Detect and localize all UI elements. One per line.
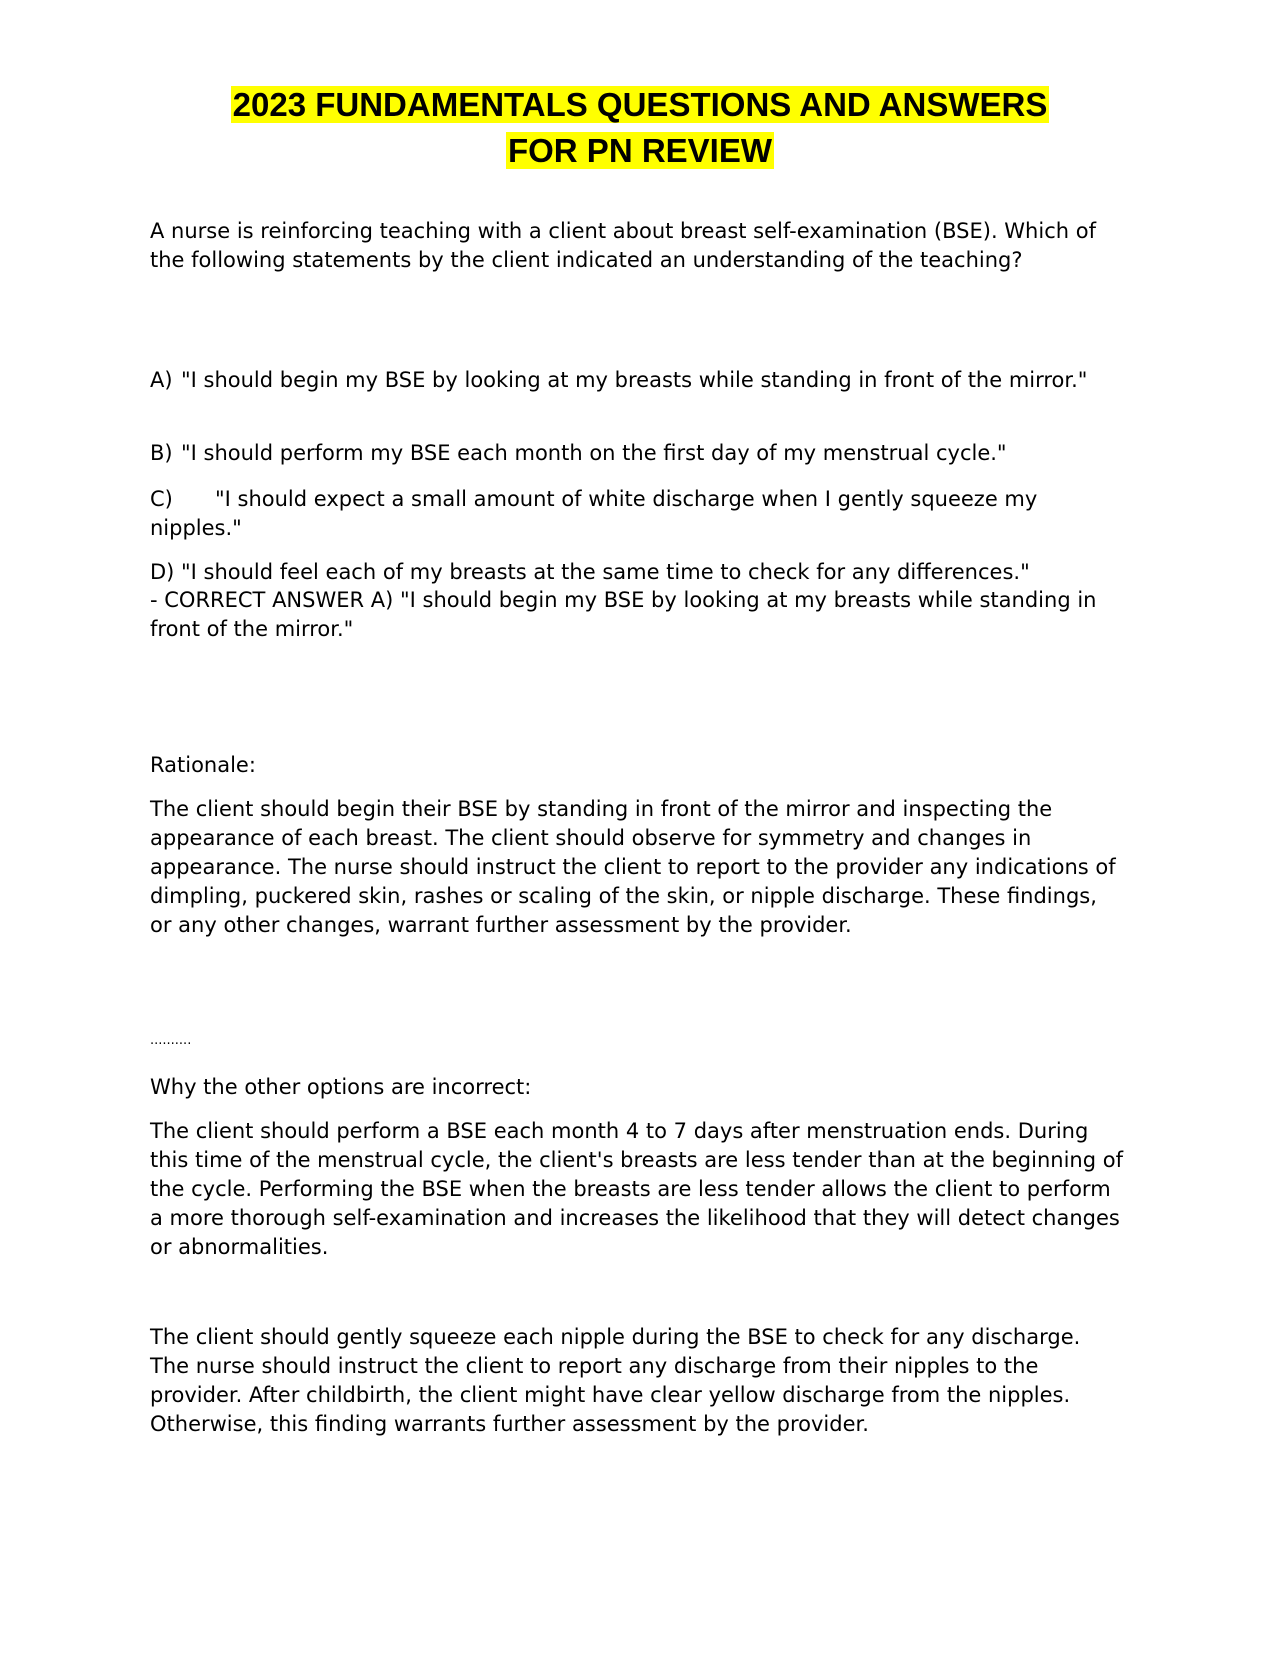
- option-b-letter: B): [150, 441, 173, 465]
- option-b: [150, 439, 1125, 468]
- option-d-letter: D): [150, 560, 175, 584]
- title-line-1: 2023 FUNDAMENTALS QUESTIONS AND ANSWERS: [232, 86, 1048, 123]
- option-a-letter: A): [150, 368, 173, 392]
- why-incorrect-paragraph-1: The client should perform a BSE each month 4 to 7 days after menstruation ends. During this time of the menstrual cycle, the client's breasts are less tender than at the beginning of the cycle. Performing the BSE when the breasts are less tender allows the client to perform a more thorough self-examination and increases the likelihood that they will detect changes or abnormalities.: [150, 1119, 1123, 1259]
- rationale-label: Rationale:: [150, 753, 256, 777]
- option-c-letter: C): [150, 487, 173, 511]
- title-line-2: FOR PN REVIEW: [507, 132, 773, 169]
- option-b-text: "I should perform my BSE each month on the first day of my menstrual cycle.": [181, 441, 1007, 465]
- question-text: A nurse is reinforcing teaching with a client about breast self-examination (BSE). Which of the following statements by the client indicated an understanding of the teaching?: [150, 219, 1096, 272]
- option-d-text: "I should feel each of my breasts at the same time to check for any differences.": [181, 560, 1030, 584]
- rationale-text: The client should begin their BSE by standing in front of the mirror and inspecting the appearance of each breast. The client should observe for symmetry and changes in appearance. The nurse should instruct the client to report to the provider any indications of dimpling, puckered skin, rashes or scaling of the skin, or nipple discharge. These findings, or any other changes, warrant further assessment by the provider.: [150, 797, 1116, 937]
- option-c: [150, 485, 1125, 543]
- separator-dots: ..........: [150, 1033, 192, 1048]
- option-c-text: "I should expect a small amount of white discharge when I gently squeeze my nipples.": [150, 487, 1038, 540]
- correct-answer: - CORRECT ANSWER A) "I should begin my BSE by looking at my breasts while standing in front of the mirror.": [150, 588, 1097, 641]
- why-incorrect-label: Why the other options are incorrect:: [150, 1075, 532, 1099]
- option-a-text: "I should begin my BSE by looking at my breasts while standing in front of the mirror.": [181, 368, 1088, 392]
- page-title: [140, 82, 1140, 174]
- option-a: [150, 366, 1125, 395]
- why-incorrect-paragraph-2: The client should gently squeeze each nipple during the BSE to check for any discharge. The nurse should instruct the client to report any discharge from their nipples to the provider. After childbirth, the client might have clear yellow discharge from the nipples. Otherwise, this finding warrants further assessment by the provider.: [150, 1325, 1081, 1436]
- option-d: [150, 558, 1125, 587]
